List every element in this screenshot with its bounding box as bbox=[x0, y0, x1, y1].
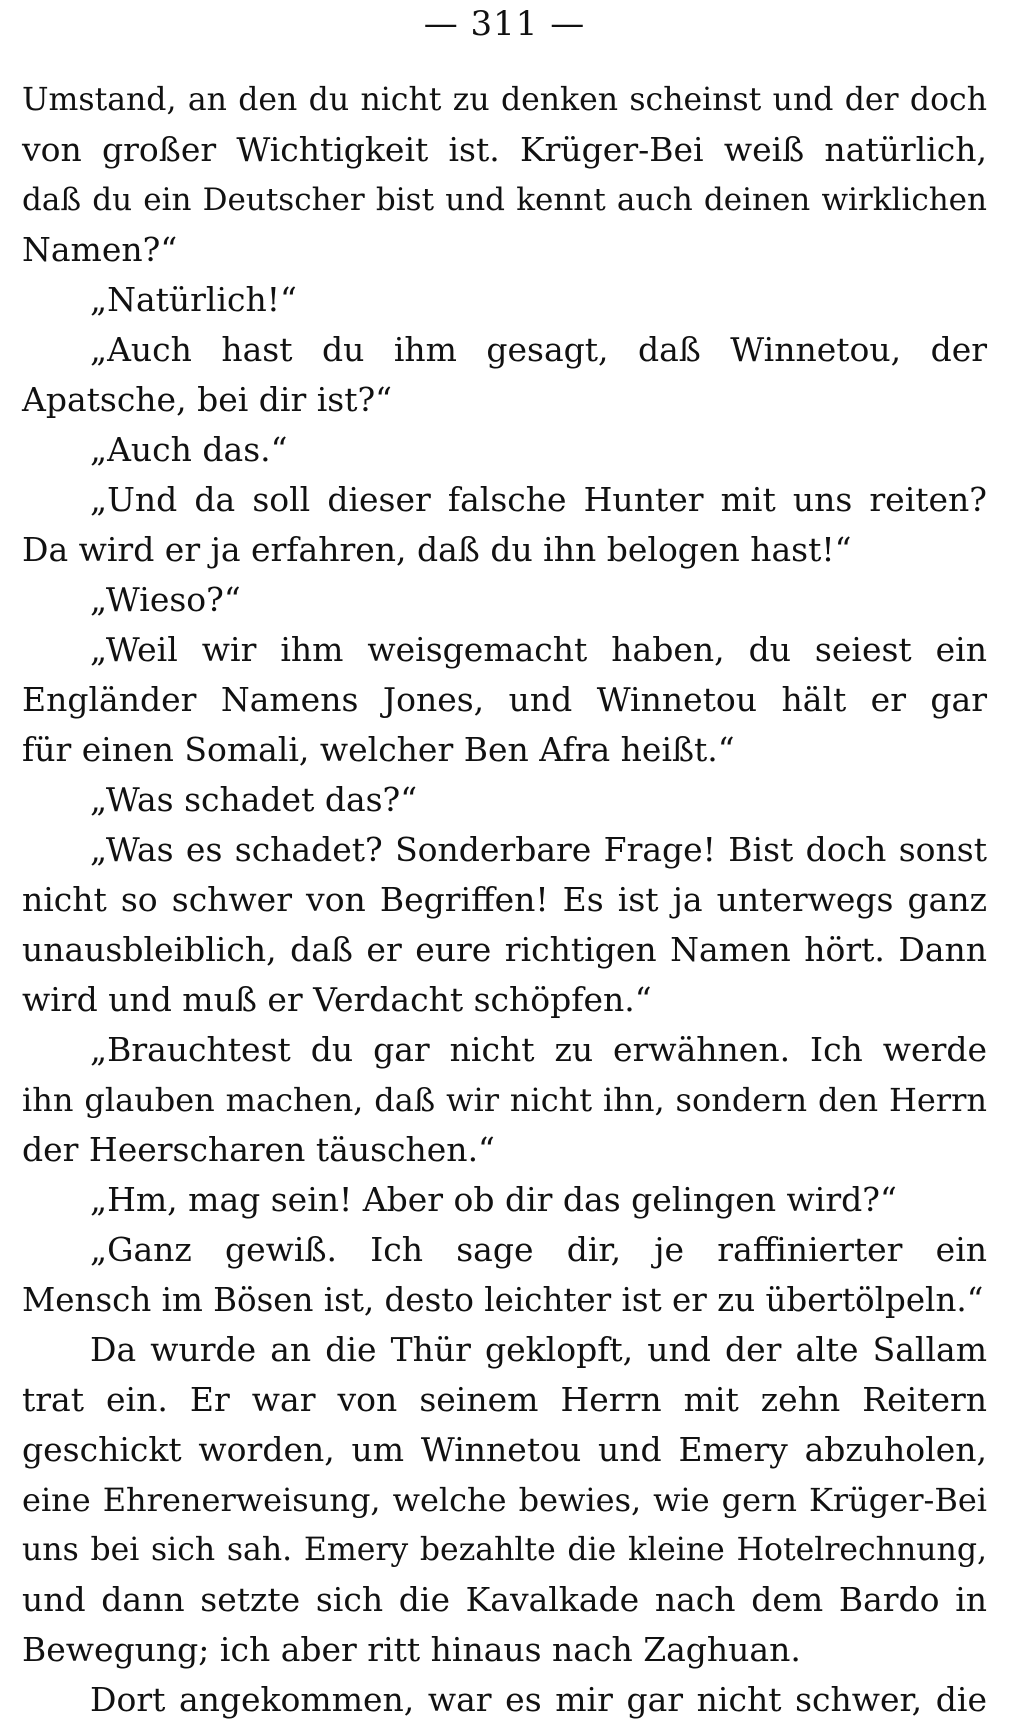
text-line: Mensch im Bösen ist, desto leichter ist er zu übertölpeln.“ bbox=[22, 1281, 984, 1319]
body-text bbox=[22, 75, 987, 1725]
page-number: — 311 — bbox=[423, 4, 586, 44]
text-line: Da wurde an die Thür geklopft, und der alte Sallam bbox=[90, 1330, 987, 1369]
text-line: „Brauchtest du gar nicht zu erwähnen. Ich werde bbox=[90, 1030, 987, 1069]
text-line: und dann setzte sich die Kavalkade nach dem Bardo in bbox=[22, 1580, 987, 1619]
text-line: „Und da soll dieser falsche Hunter mit uns reiten? bbox=[90, 480, 987, 519]
text-line: der Heerscharen täuschen.“ bbox=[22, 1130, 495, 1169]
text-line: „Was schadet das?“ bbox=[90, 780, 418, 819]
text-line: „Auch hast du ihm gesagt, daß Winnetou, der bbox=[90, 330, 987, 369]
text-line: von großer Wichtigkeit ist. Krüger-Bei weiß natürlich, bbox=[22, 130, 987, 169]
text-line: „Hm, mag sein! Aber ob dir das gelingen wird?“ bbox=[90, 1180, 897, 1219]
text-line: nicht so schwer von Begriffen! Es ist ja unterwegs ganz bbox=[22, 880, 987, 919]
text-line: daß du ein Deutscher bist und kennt auch deinen wirklichen bbox=[22, 182, 987, 218]
text-line: „Was es schadet? Sonderbare Frage! Bist doch sonst bbox=[90, 830, 987, 869]
text-line: Bewegung; ich aber ritt hinaus nach Zaghuan. bbox=[22, 1630, 801, 1669]
text-line: „Ganz gewiß. Ich sage dir, je raffinierter ein bbox=[90, 1230, 987, 1269]
text-line: für einen Somali, welcher Ben Afra heißt.“ bbox=[22, 730, 735, 769]
text-line: Apatsche, bei dir ist?“ bbox=[22, 380, 393, 419]
text-line: wird und muß er Verdacht schöpfen.“ bbox=[22, 980, 652, 1019]
text-line: trat ein. Er war von seinem Herrn mit zehn Reitern bbox=[22, 1380, 987, 1419]
text-line: „Wieso?“ bbox=[90, 580, 241, 619]
text-line: Dort angekommen, war es mir gar nicht schwer, die bbox=[90, 1680, 987, 1719]
text-line: unausbleiblich, daß er eure richtigen Namen hört. Dann bbox=[22, 930, 987, 969]
text-line: ihn glauben machen, daß wir nicht ihn, sondern den Herrn bbox=[22, 1081, 987, 1119]
text-line: „Natürlich!“ bbox=[90, 280, 297, 319]
text-line: Umstand, an den du nicht zu denken scheinst und der doch bbox=[22, 82, 987, 118]
text-line: „Auch das.“ bbox=[90, 430, 288, 469]
text-line: eine Ehrenerweisung, welche bewies, wie gern Krüger-Bei bbox=[22, 1481, 987, 1519]
text-line: uns bei sich sah. Emery bezahlte die kleine Hotelrechnung, bbox=[22, 1532, 987, 1568]
text-line: „Weil wir ihm weisgemacht haben, du seiest ein bbox=[90, 630, 987, 669]
text-line: Da wird er ja erfahren, daß du ihn belogen hast!“ bbox=[22, 530, 852, 569]
text-line: Engländer Namens Jones, und Winnetou hält er gar bbox=[22, 680, 987, 719]
text-line: geschickt worden, um Winnetou und Emery abzuholen, bbox=[22, 1430, 987, 1469]
text-line: Namen?“ bbox=[22, 230, 178, 269]
